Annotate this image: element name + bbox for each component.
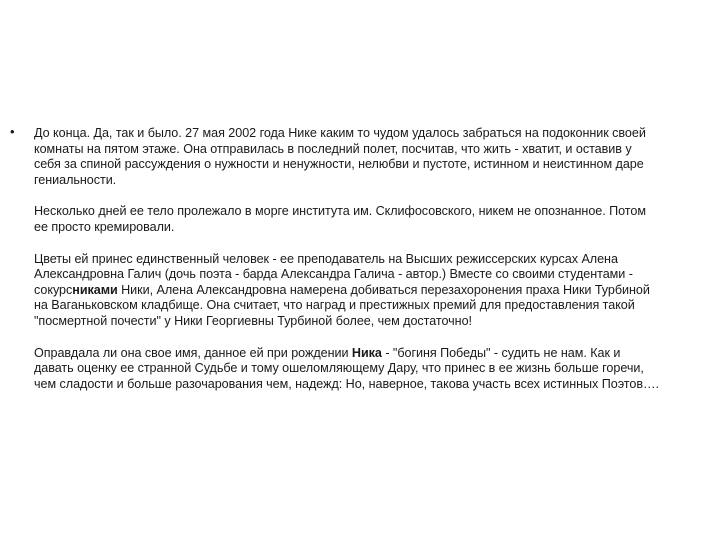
paragraph-3-text-end: Ники, Алена Александровна намерена добиваться перезахоронения праха Ники Турбиной на Ваганьковском кладбище. Она считает, что наград и престижных премий для предоставления такой "посмертной почести" у Ники Георгиевны Турбиной более, чем достаточно! bbox=[34, 282, 650, 328]
paragraph-1 bbox=[34, 126, 660, 188]
paragraph-1-text: До конца. Да, так и было. 27 мая 2002 года Нике каким то чудом удалось забраться на подоконник своей комнаты на пятом этаже. Она отправилась в последний полет, посчитав, что жить - хватит, и оставив у себя за спиной рассуждения о нужности и ненужности, нелюбви и пустоте, истинном и неистинном даре гениальности. bbox=[34, 126, 646, 187]
paragraph-3-bold-text: никами bbox=[72, 282, 118, 297]
paragraph-3 bbox=[34, 252, 660, 330]
paragraph-2-text: Несколько дней ее тело пролежало в морге института им. Склифосовского, никем не опознанное. Потом ее просто кремировали. bbox=[34, 204, 646, 234]
bullet-marker: • bbox=[10, 124, 15, 139]
paragraph-4-bold-text: Ника bbox=[351, 345, 382, 360]
paragraph-4 bbox=[34, 346, 660, 393]
paragraph-3-text-start: Цветы ей принес единственный человек - ее преподаватель на Высших режиссерских курсах Алена Александровна Галич (дочь поэта - барда Александра Галича - автор.) Вместе со своими студентами - сокурс bbox=[34, 251, 633, 297]
text-body bbox=[34, 126, 660, 392]
paragraph-4-text-end: - "богиня Победы" - судить не нам. Как и давать оценку ее странной Судьбе и тому ошеломляющему Дару, что принес в ее жизнь больше горечи, чем сладости и больше разочарования чем, надежд: Но, наверное, такова участь всех истинных Поэтов…. bbox=[34, 345, 659, 391]
paragraph-2 bbox=[34, 204, 660, 235]
paragraph-4-text-start: Оправдала ли она свое имя, данное ей при рождении bbox=[34, 345, 352, 360]
